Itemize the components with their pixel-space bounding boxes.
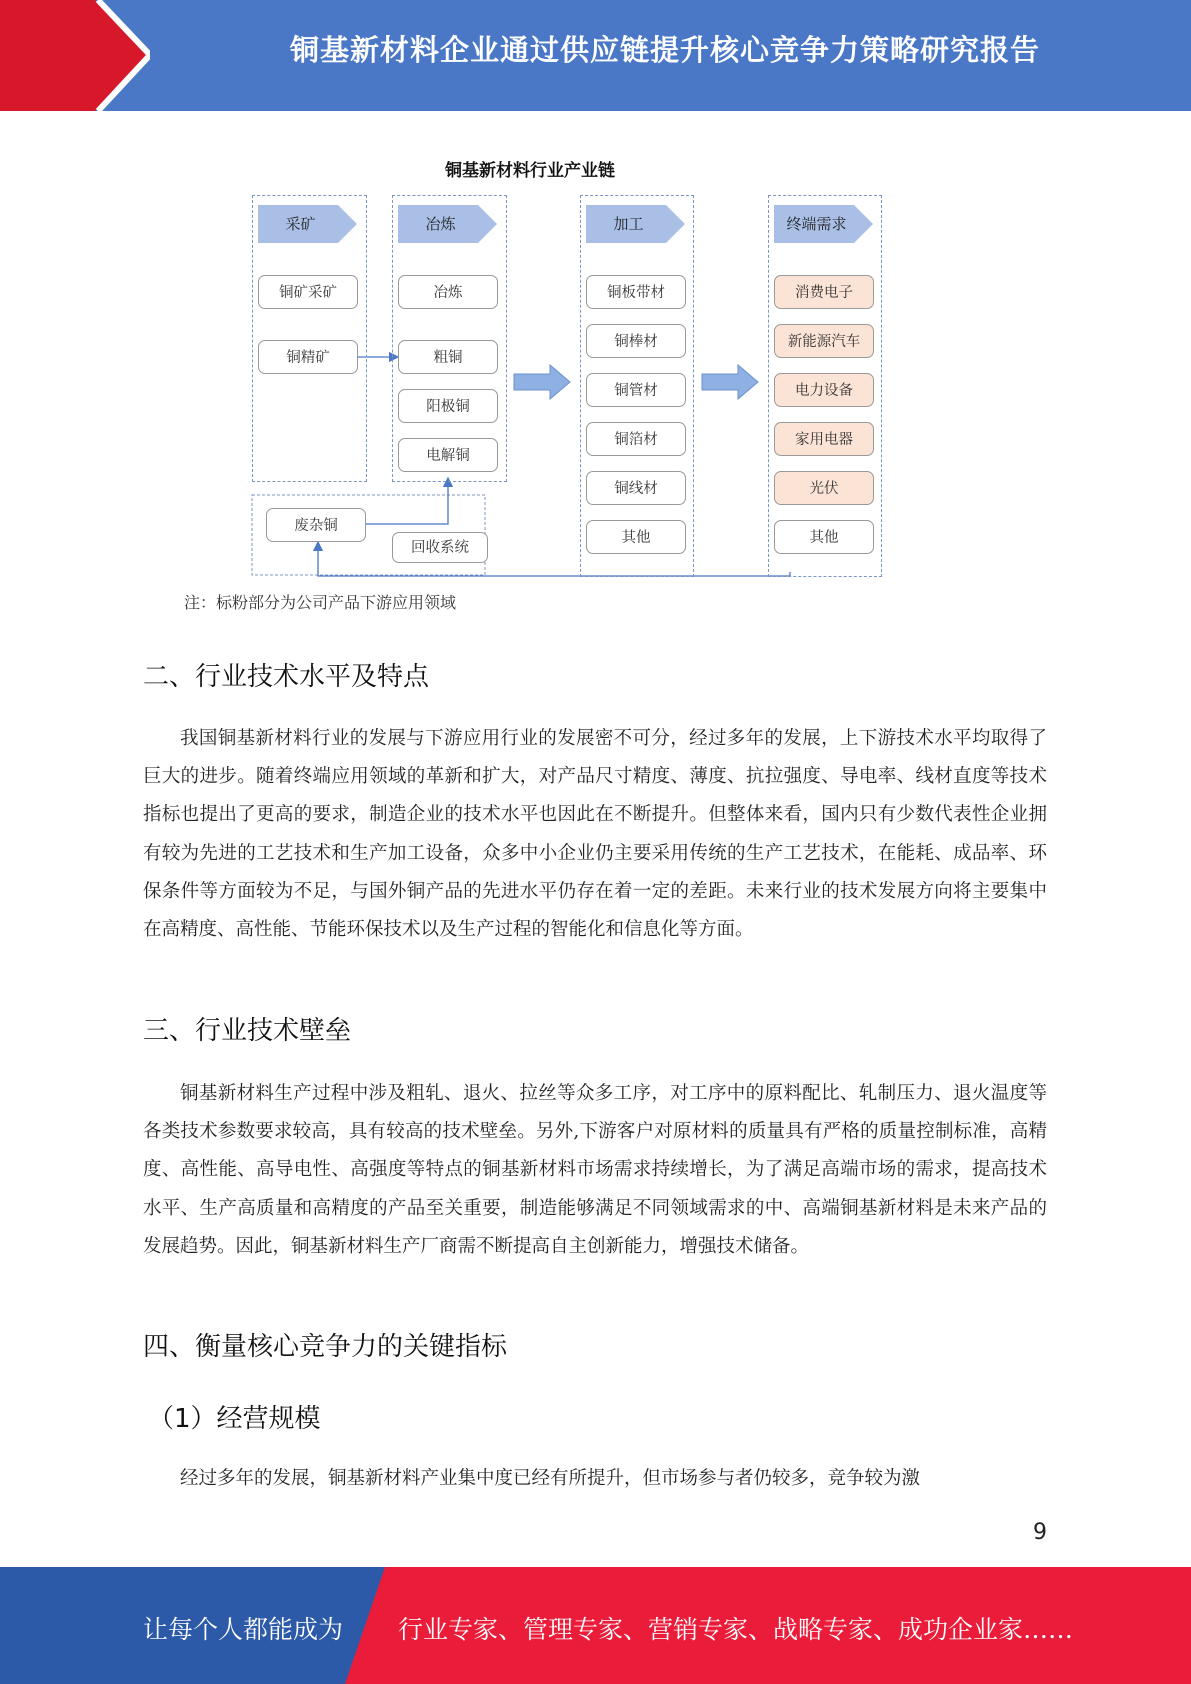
node-cathode-copper: 电解铜	[398, 438, 498, 472]
node-demand-item: 光伏	[774, 471, 874, 505]
industry-chain-diagram	[180, 150, 920, 620]
stage-smelting	[398, 205, 498, 243]
stage-label: 采矿	[285, 215, 316, 233]
stage-processing	[586, 205, 686, 243]
node-scrap-copper: 废杂铜	[266, 508, 366, 542]
node-copper-concentrate: 铜精矿	[258, 340, 358, 374]
stage-mining	[258, 205, 358, 243]
header-bar	[0, 0, 1191, 111]
node-recycle-system: 回收系统	[392, 532, 488, 563]
section-heading: 四、衡量核心竞争力的关键指标	[143, 1332, 508, 1362]
node-demand-item: 消费电子	[774, 275, 874, 309]
footer-slogan-left: 让每个人都能成为	[143, 1615, 344, 1644]
node-processing-item: 铜管材	[586, 373, 686, 407]
node-demand-item: 电力设备	[774, 373, 874, 407]
report-title: 铜基新材料企业通过供应链提升核心竞争力策略研究报告	[289, 33, 1040, 67]
section-paragraph: 经过多年的发展，铜基新材料产业集中度已经有所提升，但市场参与者仍较多，竞争较为激	[180, 1468, 921, 1489]
stage-label: 冶炼	[425, 215, 456, 233]
node-processing-item: 铜线材	[586, 471, 686, 505]
node-processing-item: 铜棒材	[586, 324, 686, 358]
section-heading: 三、行业技术壁垒	[143, 1016, 352, 1046]
node-processing-item: 铜板带材	[586, 275, 686, 309]
node-smelt: 冶炼	[398, 275, 498, 309]
header-red-chevron	[0, 0, 150, 111]
section-subheading: （1）经营规模	[148, 1404, 321, 1434]
footer-slogan-right: 行业专家、管理专家、营销专家、战略专家、成功企业家……	[398, 1615, 1074, 1644]
section-paragraph: 铜基新材料生产过程中涉及粗轧、退火、拉丝等众多工序，对工序中的原料配比、轧制压力、退火温度等各类技术参数要求较高，具有较高的技术壁垒。另外,下游客户对原材料的质量具有严格的质量控制标准，高精度、高性能、高导电性、高强度等特点的铜基新材料市场需求持续增长，为了满足高端市场的需求，提高技术水平、生产高质量和高精度的产品至关重要，制造能够满足不同领域需求的中、高端铜基新材料是未来产品的发展趋势。因此，铜基新材料生产厂商需不断提高自主创新能力，增强技术储备。	[143, 1083, 1047, 1257]
node-blister-copper: 粗铜	[398, 340, 498, 374]
section-paragraph: 我国铜基新材料行业的发展与下游应用行业的发展密不可分，经过多年的发展，上下游技术水平均取得了巨大的进步。随着终端应用领域的革新和扩大，对产品尺寸精度、薄度、抗拉强度、导电率、线材直度等技术指标也提出了更高的要求，制造企业的技术水平也因此在不断提升。但整体来看，国内只有少数代表性企业拥有较为先进的工艺技术和生产加工设备，众多中小企业仍主要采用传统的生产工艺技术，在能耗、成品率、环保条件等方面较为不足，与国外铜产品的先进水平仍存在着一定的差距。未来行业的技术发展方向将主要集中在高精度、高性能、节能环保技术以及生产过程的智能化和信息化等方面。	[143, 728, 1047, 941]
stage-label: 终端需求	[786, 215, 847, 233]
page-number: 9	[1033, 1520, 1047, 1545]
diagram-title: 铜基新材料行业产业链	[445, 161, 615, 181]
node-demand-item: 家用电器	[774, 422, 874, 456]
stage-label: 加工	[613, 215, 644, 233]
node-processing-item: 其他	[586, 520, 686, 554]
diagram-note: 注：标粉部分为公司产品下游应用领域	[184, 593, 457, 612]
node-demand-item: 其他	[774, 520, 874, 554]
stage-demand	[774, 205, 874, 243]
section-heading: 二、行业技术水平及特点	[143, 662, 430, 692]
node-anode-copper: 阳极铜	[398, 389, 498, 423]
node-copper-mining: 铜矿采矿	[258, 275, 358, 309]
node-processing-item: 铜箔材	[586, 422, 686, 456]
node-demand-item: 新能源汽车	[774, 324, 874, 358]
